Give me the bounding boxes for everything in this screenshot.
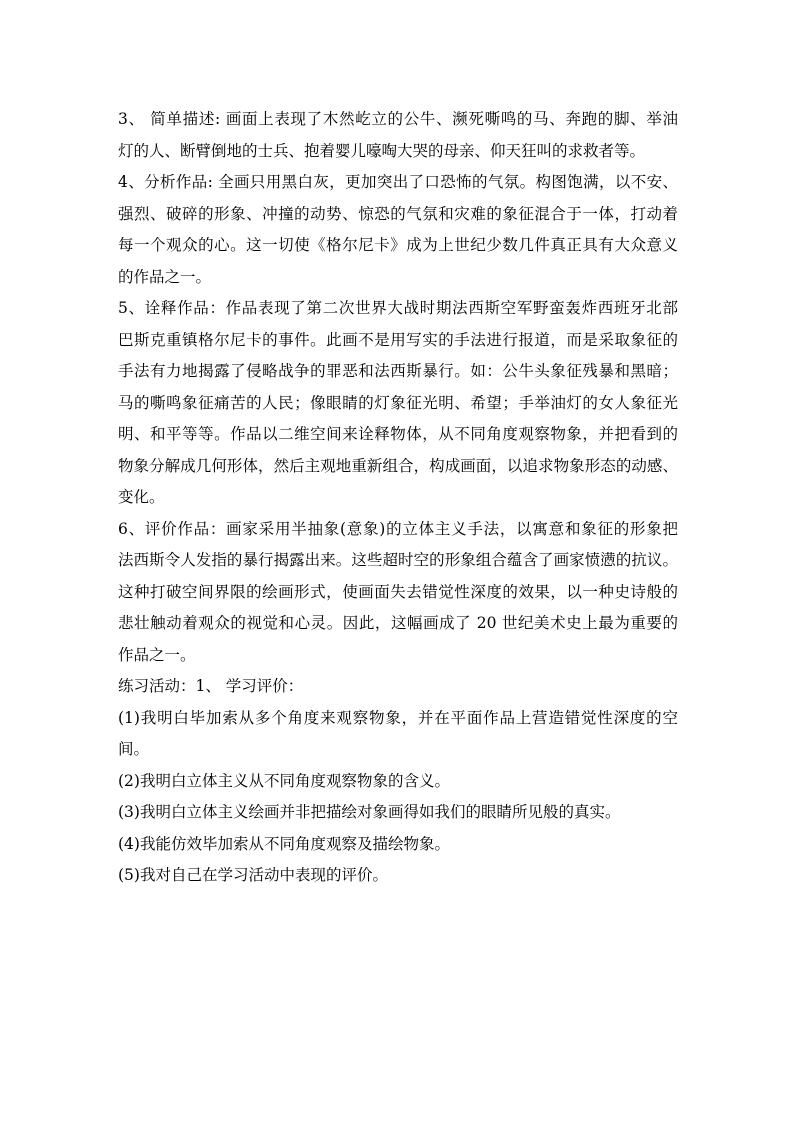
text-line: 明、和平等等。作品以二维空间来诠释物体，从不同角度观察物象，并把看到的	[118, 425, 678, 443]
text-line: (1)我明白毕加索从多个角度来观察物象，并在平面作品上营造错觉性深度的空	[118, 708, 678, 727]
text-line: 强烈、破碎的形象、冲撞的动势、惊恐的气氛和灾难的象征混合于一体，打动着	[118, 204, 678, 223]
text-line: (2)我明白立体主义从不同角度观察物象的含义。	[118, 771, 450, 790]
text-line: 法西斯令人发指的暴行揭露出来。这些超时空的形象组合蕴含了画家愤懑的抗议。	[118, 551, 678, 569]
text-line: 6、评价作品：画家采用半抽象(意象)的立体主义手法，以寓意和象征的形象把	[118, 519, 678, 538]
text-line: (3)我明白立体主义绘画并非把描绘对象画得如我们的眼睛所见般的真实。	[118, 803, 621, 821]
text-line: 间。	[118, 740, 150, 758]
text-line: 悲壮触动着观众的视觉和心灵。因此，这幅画成了 20 世纪美术史上最为重要的	[118, 614, 678, 632]
text-line: 这种打破空间界限的绘画形式，使画面失去错觉性深度的效果，以一种史诗般的	[118, 582, 678, 601]
text-line: 的作品之一。	[118, 267, 212, 286]
text-line: (4)我能仿效毕加索从不同角度观察及描绘物象。	[118, 834, 450, 853]
text-line: 手法有力地揭露了侵略战争的罪恶和法西斯暴行。如：公牛头象征残暴和黑暗；	[118, 362, 678, 380]
text-line: 4、分析作品: 全画只用黑白灰，更加突出了口恐怖的气氛。构图饱满，以不安、	[118, 173, 678, 191]
document-page	[118, 104, 678, 892]
text-line: 变化。	[118, 488, 165, 506]
text-line: 5、诠释作品：作品表现了第二次世界大战时期法西斯空军野蛮轰炸西班牙北部	[118, 299, 678, 317]
text-line: 练习活动：1、 学习评价：	[118, 677, 304, 695]
text-line: 马的嘶鸣象征痛苦的人民；像眼睛的灯象征光明、希望；手举油灯的女人象征光	[118, 393, 678, 412]
text-line: (5)我对自己在学习活动中表现的评价。	[118, 866, 388, 884]
text-line: 物象分解成几何形体，然后主观地重新组合，构成画面，以追求物象形态的动感、	[118, 456, 678, 475]
text-line: 灯的人、断臂倒地的士兵、抱着婴儿嚎啕大哭的母亲、仰天狂叫的求救者等。	[118, 141, 646, 160]
text-line: 作品之一。	[118, 645, 196, 664]
text-line: 3、 简单描述: 画面上表现了木然屹立的公牛、濒死嘶鸣的马、奔跑的脚、举油	[118, 110, 678, 128]
text-line: 巴斯克重镇格尔尼卡的事件。此画不是用写实的手法进行报道，而是采取象征的	[118, 330, 678, 349]
text-line: 每一个观众的心。这一切使《格尔尼卡》成为上世纪少数几件真正具有大众意义	[118, 236, 678, 254]
